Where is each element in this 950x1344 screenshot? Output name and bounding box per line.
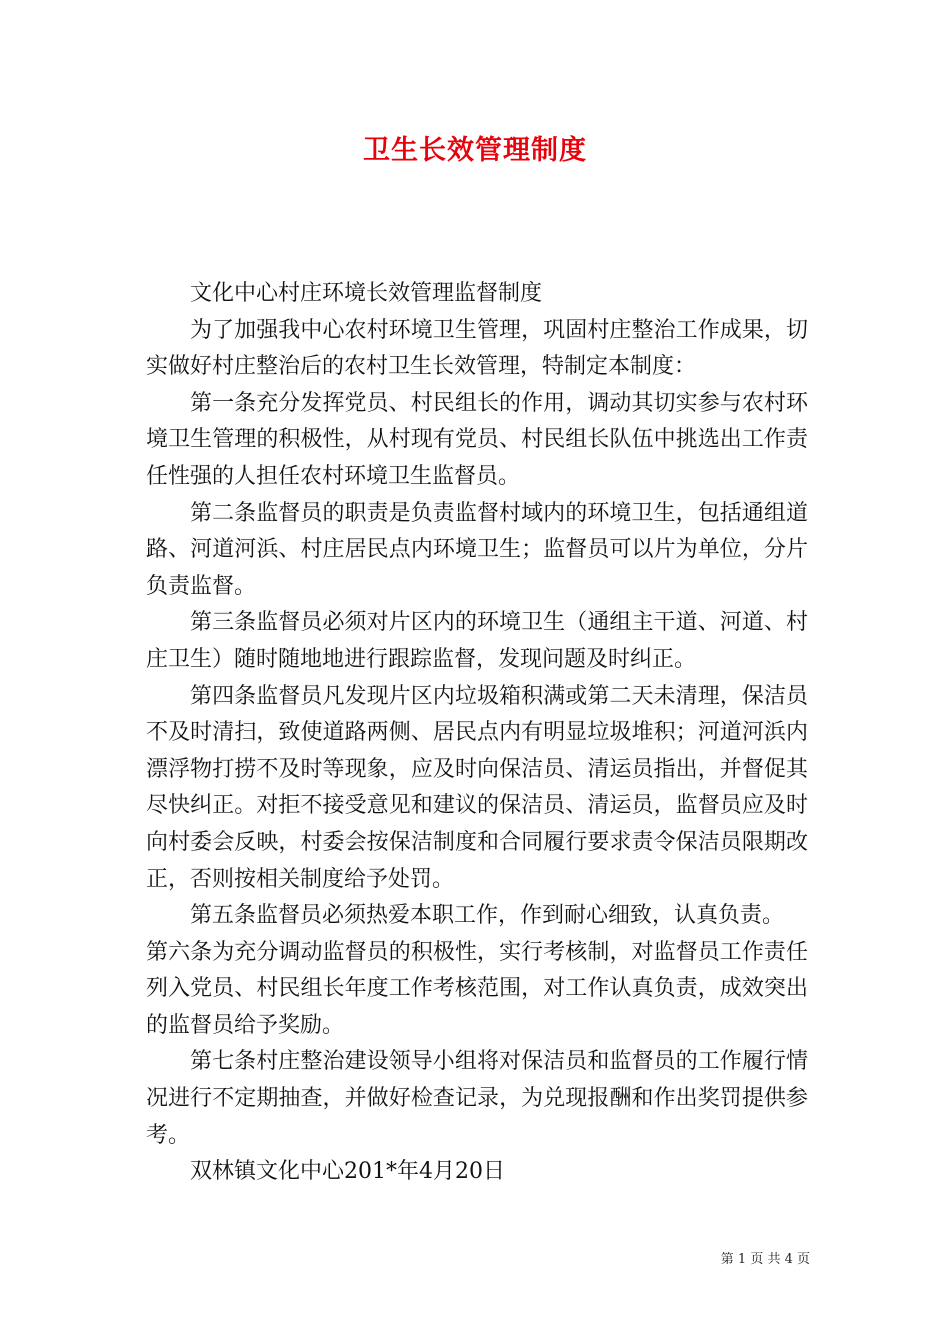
paragraph-signature-date: 双林镇文化中心201*年4月20日 — [190, 1159, 505, 1185]
paragraph-article-5: 第五条监督员必须热爱本职工作，作到耐心细致，认真负责。 — [190, 903, 785, 929]
paragraph-article-1: 第一条充分发挥党员、村民组长的作用，调动其切实参与农村环境卫生管理的积极性，从村现有党员、村民组长队伍中挑选出工作责任性强的人担任农村环境卫生监督员。 — [146, 390, 808, 489]
paragraph-intro: 为了加强我中心农村环境卫生管理，巩固村庄整治工作成果，切实做好村庄整治后的农村卫生长效管理，特制定本制度： — [146, 317, 808, 380]
paragraph-heading: 文化中心村庄环境长效管理监督制度 — [190, 281, 543, 306]
paragraph-article-7: 第七条村庄整治建设领导小组将对保洁员和监督员的工作履行情况进行不定期抽查，并做好检查记录，为兑现报酬和作出奖罚提供参考。 — [146, 1049, 808, 1148]
paragraph-article-4: 第四条监督员凡发现片区内垃圾箱积满或第二天未清理，保洁员不及时清扫，致使道路两侧、居民点内有明显垃圾堆积；河道河浜内漂浮物打捞不及时等现象，应及时向保洁员、清运员指出，并督促其尽快纠正。对拒不接受意见和建议的保洁员、清运员，监督员应及时向村委会反映，村委会按保洁制度和合同履行要求责令保洁员限期改正，否则按相关制度给予处罚。 — [146, 683, 808, 892]
paragraph-article-3: 第三条监督员必须对片区内的环境卫生（通组主干道、河道、村庄卫生）随时随地地进行跟踪监督，发现问题及时纠正。 — [146, 610, 808, 672]
page-number-footer: 第 1 页 共 4 页 — [720, 1252, 810, 1267]
document-body — [146, 276, 808, 1191]
document-title: 卫生长效管理制度 — [363, 135, 587, 166]
paragraph-article-2: 第二条监督员的职责是负责监督村域内的环境卫生，包括通组道路、河道河浜、村庄居民点内环境卫生；监督员可以片为单位，分片负责监督。 — [146, 500, 808, 599]
paragraph-article-6: 第六条为充分调动监督员的积极性，实行考核制，对监督员工作责任列入党员、村民组长年度工作考核范围，对工作认真负责，成效突出的监督员给予奖励。 — [146, 939, 808, 1038]
